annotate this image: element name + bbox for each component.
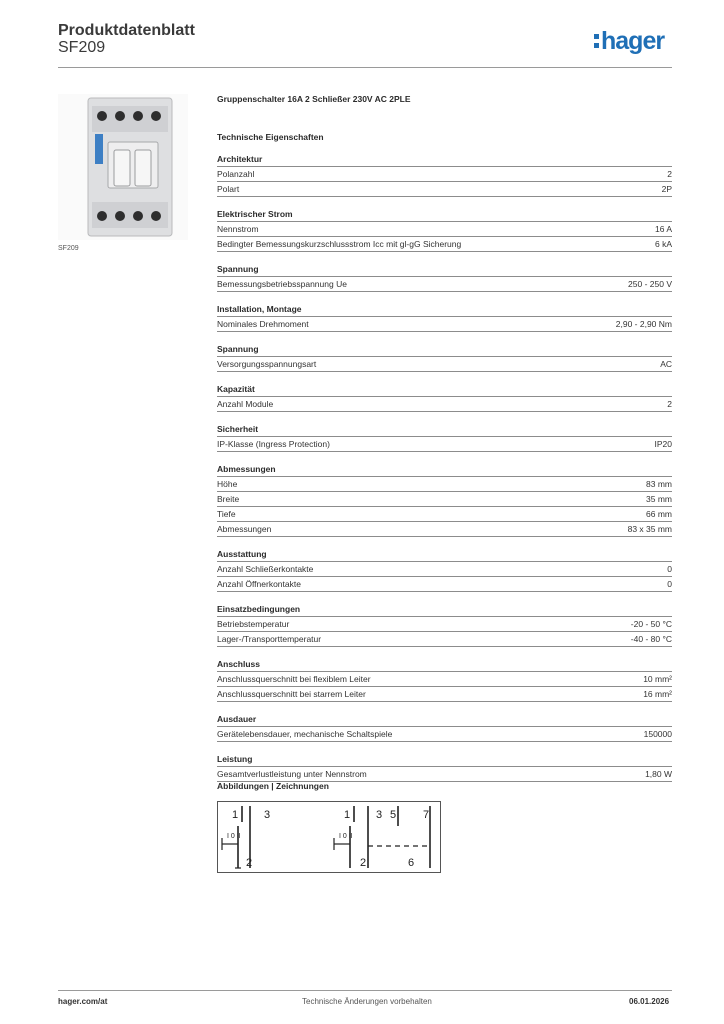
terminal-2-right: 2: [360, 857, 367, 869]
drawings-heading: Abbildungen | Zeichnungen: [217, 781, 329, 791]
terminal-1-left: 1: [232, 809, 239, 821]
hager-logo[interactable]: [594, 26, 664, 56]
spec-label: Anzahl Öffnerkontakte: [217, 579, 301, 589]
spec-section: [217, 422, 672, 452]
spec-section: [217, 602, 672, 647]
terminal-2-left: 2: [246, 857, 253, 869]
spec-label: Tiefe: [217, 509, 236, 519]
spec-label: Betriebstemperatur: [217, 619, 290, 629]
terminal-1-right: 1: [344, 809, 351, 821]
spec-section: [217, 342, 672, 372]
spec-row: [217, 397, 672, 412]
footer-divider: [58, 990, 672, 991]
spec-row: [217, 317, 672, 332]
spec-label: Polart: [217, 184, 240, 194]
spec-row: [217, 577, 672, 592]
spec-row: [217, 727, 672, 742]
terminal-5-right: 5: [390, 809, 397, 821]
spec-label: Versorgungsspannungsart: [217, 359, 317, 369]
spec-label: Bemessungsbetriebsspannung Ue: [217, 279, 347, 289]
spec-value: -40 - 80 °C: [630, 634, 672, 644]
footer-disclaimer: Technische Änderungen vorbehalten: [302, 997, 432, 1006]
spec-value: 2,90 - 2,90 Nm: [615, 319, 672, 329]
section-title: Leistung: [217, 752, 672, 767]
spec-value: 2: [667, 399, 672, 409]
section-title: Elektrischer Strom: [217, 207, 672, 222]
section-title: Ausstattung: [217, 547, 672, 562]
spec-value: 250 - 250 V: [628, 279, 672, 289]
spec-row: [217, 237, 672, 252]
spec-row: [217, 222, 672, 237]
spec-value: 66 mm: [646, 509, 672, 519]
spec-section: [217, 462, 672, 537]
section-title: Spannung: [217, 342, 672, 357]
spec-section: [217, 152, 672, 197]
wiring-diagram: [217, 801, 441, 873]
spec-row: [217, 357, 672, 372]
properties-heading: Technische Eigenschaften: [217, 132, 324, 142]
spec-sections: [217, 152, 672, 782]
footer-date: 06.01.2026: [629, 997, 670, 1006]
spec-value: 83 x 35 mm: [627, 524, 672, 534]
spec-row: [217, 437, 672, 452]
spec-section: [217, 657, 672, 702]
spec-section: [217, 712, 672, 742]
switch-mark-left: I 0 II: [227, 833, 241, 840]
section-title: Ausdauer: [217, 712, 672, 727]
spec-value: 16 mm²: [643, 689, 672, 699]
terminal-3-right: 3: [376, 809, 383, 821]
spec-label: Bedingter Bemessungskurzschlussstrom Icc mit gl-gG Sicherung: [217, 239, 462, 249]
spec-section: [217, 262, 672, 292]
spec-row: [217, 687, 672, 702]
spec-value: 10 mm²: [643, 674, 672, 684]
header-divider: [58, 67, 672, 68]
spec-section: [217, 207, 672, 252]
spec-label: Anschlussquerschnitt bei starrem Leiter: [217, 689, 366, 699]
section-title: Sicherheit: [217, 422, 672, 437]
spec-label: Lager-/Transporttemperatur: [217, 634, 322, 644]
spec-value: 0: [667, 564, 672, 574]
spec-value: 83 mm: [646, 479, 672, 489]
spec-section: [217, 547, 672, 592]
spec-row: [217, 632, 672, 647]
section-title: Kapazität: [217, 382, 672, 397]
image-caption: SF209: [58, 245, 79, 252]
spec-section: [217, 302, 672, 332]
spec-row: [217, 167, 672, 182]
spec-section: [217, 752, 672, 782]
product-image: [58, 94, 188, 240]
spec-label: Nominales Drehmoment: [217, 319, 309, 329]
switch-mark-right: I 0 II: [339, 833, 353, 840]
spec-label: Höhe: [217, 479, 238, 489]
spec-value: 2: [667, 169, 672, 179]
section-title: Installation, Montage: [217, 302, 672, 317]
spec-row: [217, 562, 672, 577]
spec-value: IP20: [654, 439, 672, 449]
spec-value: AC: [660, 359, 672, 369]
spec-value: 6 kA: [654, 239, 672, 249]
spec-label: Anzahl Module: [217, 399, 274, 409]
product-title: Gruppenschalter 16A 2 Schließer 230V AC 2PLE: [217, 94, 411, 104]
terminal-3-left: 3: [264, 809, 271, 821]
spec-content: [217, 92, 672, 792]
spec-section: [217, 382, 672, 412]
terminal-6-right: 6: [408, 857, 415, 869]
logo-dots-icon: [594, 26, 599, 56]
page-title: Produktdatenblatt: [58, 22, 195, 39]
spec-value: 2P: [661, 184, 672, 194]
product-code: SF209: [58, 39, 106, 56]
spec-row: [217, 672, 672, 687]
spec-value: 0: [667, 579, 672, 589]
section-title: Anschluss: [217, 657, 672, 672]
logo-text: hager: [601, 27, 665, 55]
spec-row: [217, 617, 672, 632]
section-title: Einsatzbedingungen: [217, 602, 672, 617]
spec-value: 1,80 W: [645, 769, 672, 779]
spec-row: [217, 522, 672, 537]
section-title: Abmessungen: [217, 462, 672, 477]
spec-label: Anschlussquerschnitt bei flexiblem Leiter: [217, 674, 371, 684]
spec-value: 35 mm: [646, 494, 672, 504]
spec-value: 150000: [643, 729, 672, 739]
spec-label: Abmessungen: [217, 524, 272, 534]
spec-value: -20 - 50 °C: [630, 619, 672, 629]
spec-row: [217, 507, 672, 522]
section-title: Architektur: [217, 152, 672, 167]
spec-label: Anzahl Schließerkontakte: [217, 564, 314, 574]
spec-label: Breite: [217, 494, 240, 504]
section-title: Spannung: [217, 262, 672, 277]
spec-row: [217, 492, 672, 507]
spec-row: [217, 767, 672, 782]
spec-label: Gesamtverlustleistung unter Nennstrom: [217, 769, 367, 779]
spec-label: Gerätelebensdauer, mechanische Schaltspiele: [217, 729, 393, 739]
spec-row: [217, 182, 672, 197]
terminal-7-right: 7: [423, 809, 430, 821]
spec-label: Nennstrom: [217, 224, 259, 234]
spec-value: 16 A: [654, 224, 672, 234]
spec-label: Polanzahl: [217, 169, 255, 179]
spec-row: [217, 277, 672, 292]
footer-website-link[interactable]: hager.com/at: [58, 997, 108, 1006]
spec-label: IP-Klasse (Ingress Protection): [217, 439, 330, 449]
spec-row: [217, 477, 672, 492]
